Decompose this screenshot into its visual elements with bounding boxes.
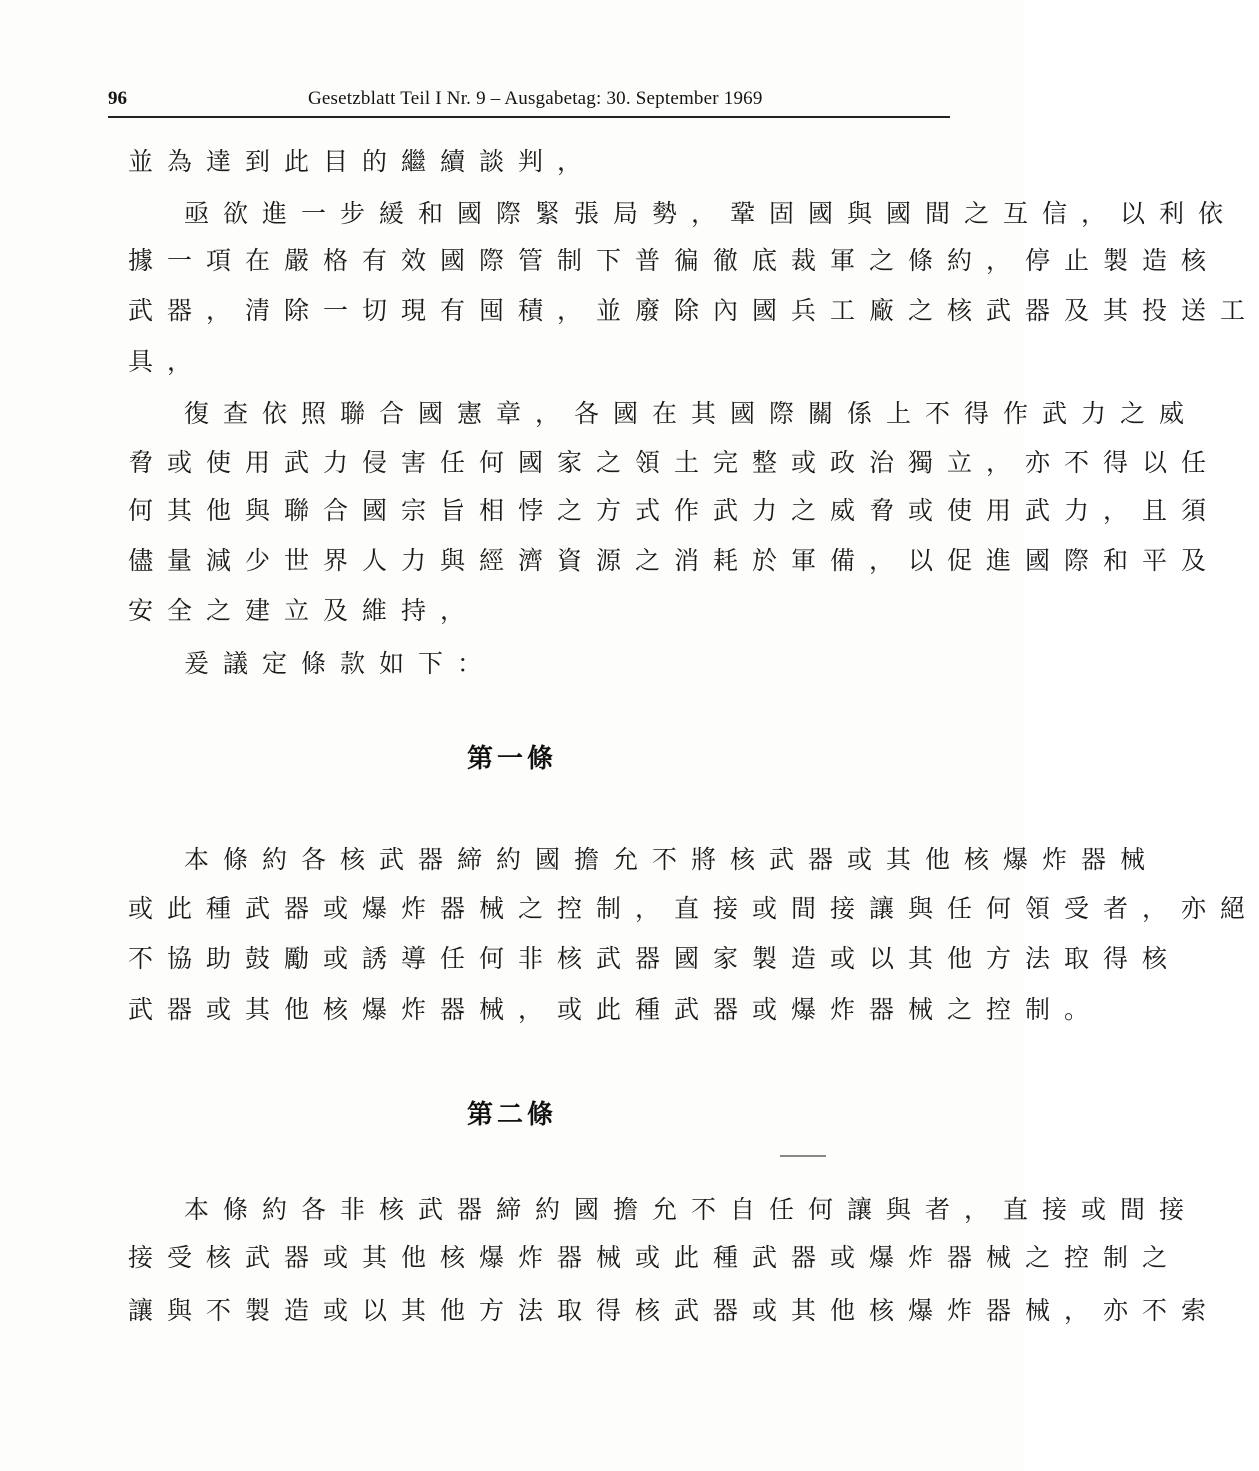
article-2-line: 讓與不製造或以其他方法取得核武器或其他核爆炸器械，亦不索 xyxy=(128,1296,1221,1325)
preamble-line: 具， xyxy=(128,347,207,376)
preamble-line: 儘量減少世界人力與經濟資源之消耗於軍備，以促進國際和平及 xyxy=(128,546,1221,575)
article-1-title: 第一條 xyxy=(466,744,557,774)
preamble-line: 並為達到此目的繼續談判， xyxy=(128,147,597,176)
preamble-line: 安全之建立及維持， xyxy=(128,596,480,625)
running-title: Gesetzblatt Teil I Nr. 9 – Ausgabetag: 30. September 1969 xyxy=(308,88,763,109)
page-header xyxy=(108,86,950,118)
article-1-line: 或此種武器或爆炸器械之控制，直接或間接讓與任何領受者，亦絕 xyxy=(128,894,1259,923)
preamble-line: 脅或使用武力侵害任何國家之領土完整或政治獨立，亦不得以任 xyxy=(128,448,1221,477)
preamble-line: 何其他與聯合國宗旨相悖之方式作武力之威脅或使用武力，且須 xyxy=(128,496,1221,525)
article-1-line: 武器或其他核爆炸器械，或此種武器或爆炸器械之控制。 xyxy=(128,995,1104,1024)
preamble-line: 爰議定條款如下： xyxy=(184,649,497,678)
preamble-line: 亟欲進一步緩和國際緊張局勢，鞏固國與國間之互信，以利依 xyxy=(184,199,1238,228)
article-2-title: 第二條 xyxy=(466,1100,557,1130)
article-1-line: 不協助鼓勵或誘導任何非核武器國家製造或以其他方法取得核 xyxy=(128,944,1182,973)
stray-mark xyxy=(780,1155,826,1157)
page-number: 96 xyxy=(108,88,127,109)
preamble-line: 復查依照聯合國憲章，各國在其國際關係上不得作武力之威 xyxy=(184,399,1199,428)
article-1-line: 本條約各核武器締約國擔允不將核武器或其他核爆炸器械 xyxy=(184,845,1160,874)
article-2-line: 本條約各非核武器締約國擔允不自任何讓與者，直接或間接 xyxy=(184,1195,1199,1224)
preamble-line: 武器，清除一切現有囤積，並廢除內國兵工廠之核武器及其投送工 xyxy=(128,296,1259,325)
article-2-line: 接受核武器或其他核爆炸器械或此種武器或爆炸器械之控制之 xyxy=(128,1243,1182,1272)
preamble-line: 據一項在嚴格有效國際管制下普徧徹底裁軍之條約，停止製造核 xyxy=(128,246,1221,275)
